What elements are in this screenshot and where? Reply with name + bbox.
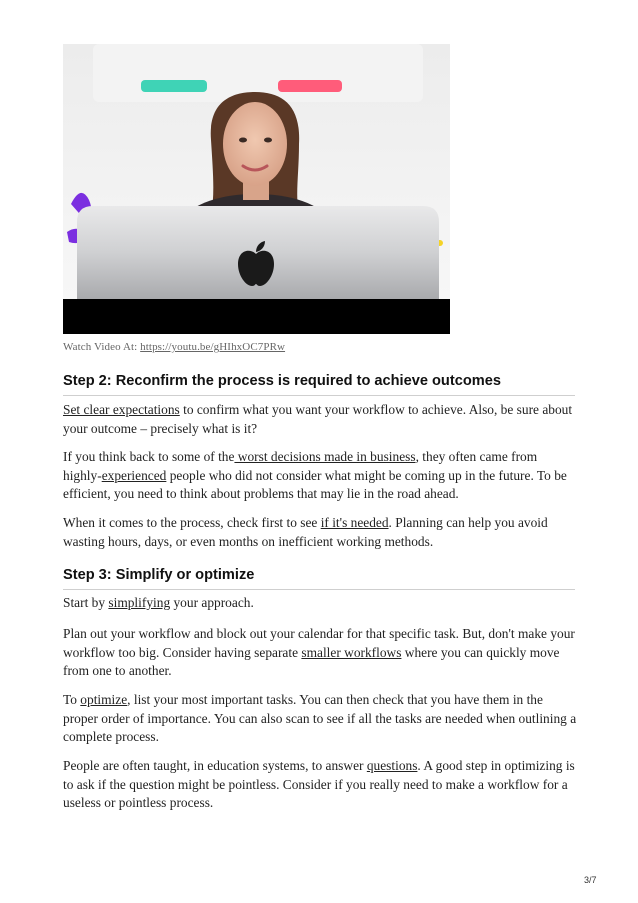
- video-url-link[interactable]: https://youtu.be/gHIhxOC7PRw: [140, 341, 286, 353]
- set-clear-expectations-link[interactable]: Set clear expectations: [63, 402, 180, 417]
- video-caption: [63, 341, 285, 353]
- step3-heading: Step 3: Simplify or optimize: [63, 567, 575, 590]
- step2-paragraph-3: When it comes to the process, check first to see if it's needed. Planning can help you avoid wasting hours, days, or even months on inefficient working methods.: [63, 515, 548, 549]
- step2-paragraph-2: If you think back to some of the worst decisions made in business, they often came from highly-experienced people who did not consider what might be coming up in the future. To be efficient, you need to think about problems that may lie in the road ahead.: [63, 449, 567, 501]
- step3-paragraph-4: People are often taught, in education systems, to answer questions. A good step in optimizing is to ask if the question might be pointless. Consider if you really need to make a workflow for a useless or pointless process.: [63, 758, 575, 810]
- video-thumbnail[interactable]: [63, 44, 450, 334]
- step3-paragraph-2: Plan out your workflow and block out your calendar for that specific task. But, don't make your workflow too big. Consider having separate smaller workflows where you can quickly move from one to another.: [63, 626, 575, 678]
- if-its-needed-link[interactable]: if it's needed: [320, 515, 389, 530]
- page-number: 3/7: [584, 875, 597, 885]
- simplifying-link[interactable]: simplifying: [108, 595, 171, 610]
- step2-paragraph-1: Set clear expectations to confirm what you want your workflow to achieve. Also, be sure about your outcome – precisely what is it?: [63, 402, 573, 436]
- step2-heading: Step 2: Reconfirm the process is required to achieve outcomes: [63, 373, 575, 396]
- teal-button-shape: [141, 80, 207, 92]
- step3-paragraph-1: Start by simplifying your approach.: [63, 595, 254, 610]
- step3-paragraph-3: To optimize, list your most important tasks. You can then check that you have them in the proper order of importance. You can also scan to see if all the tasks are needed when outlining a complete process.: [63, 692, 577, 744]
- pink-button-shape: [278, 80, 342, 92]
- optimize-link[interactable]: optimize: [80, 692, 128, 707]
- worst-decisions-link[interactable]: worst decisions made in business: [234, 449, 416, 464]
- questions-link[interactable]: questions: [366, 758, 418, 773]
- video-caption-prefix: Watch Video At:: [63, 341, 141, 353]
- smaller-workflows-link[interactable]: smaller workflows: [301, 644, 402, 660]
- video-frame-illustration: [63, 44, 450, 334]
- experienced-link[interactable]: experienced: [101, 467, 167, 483]
